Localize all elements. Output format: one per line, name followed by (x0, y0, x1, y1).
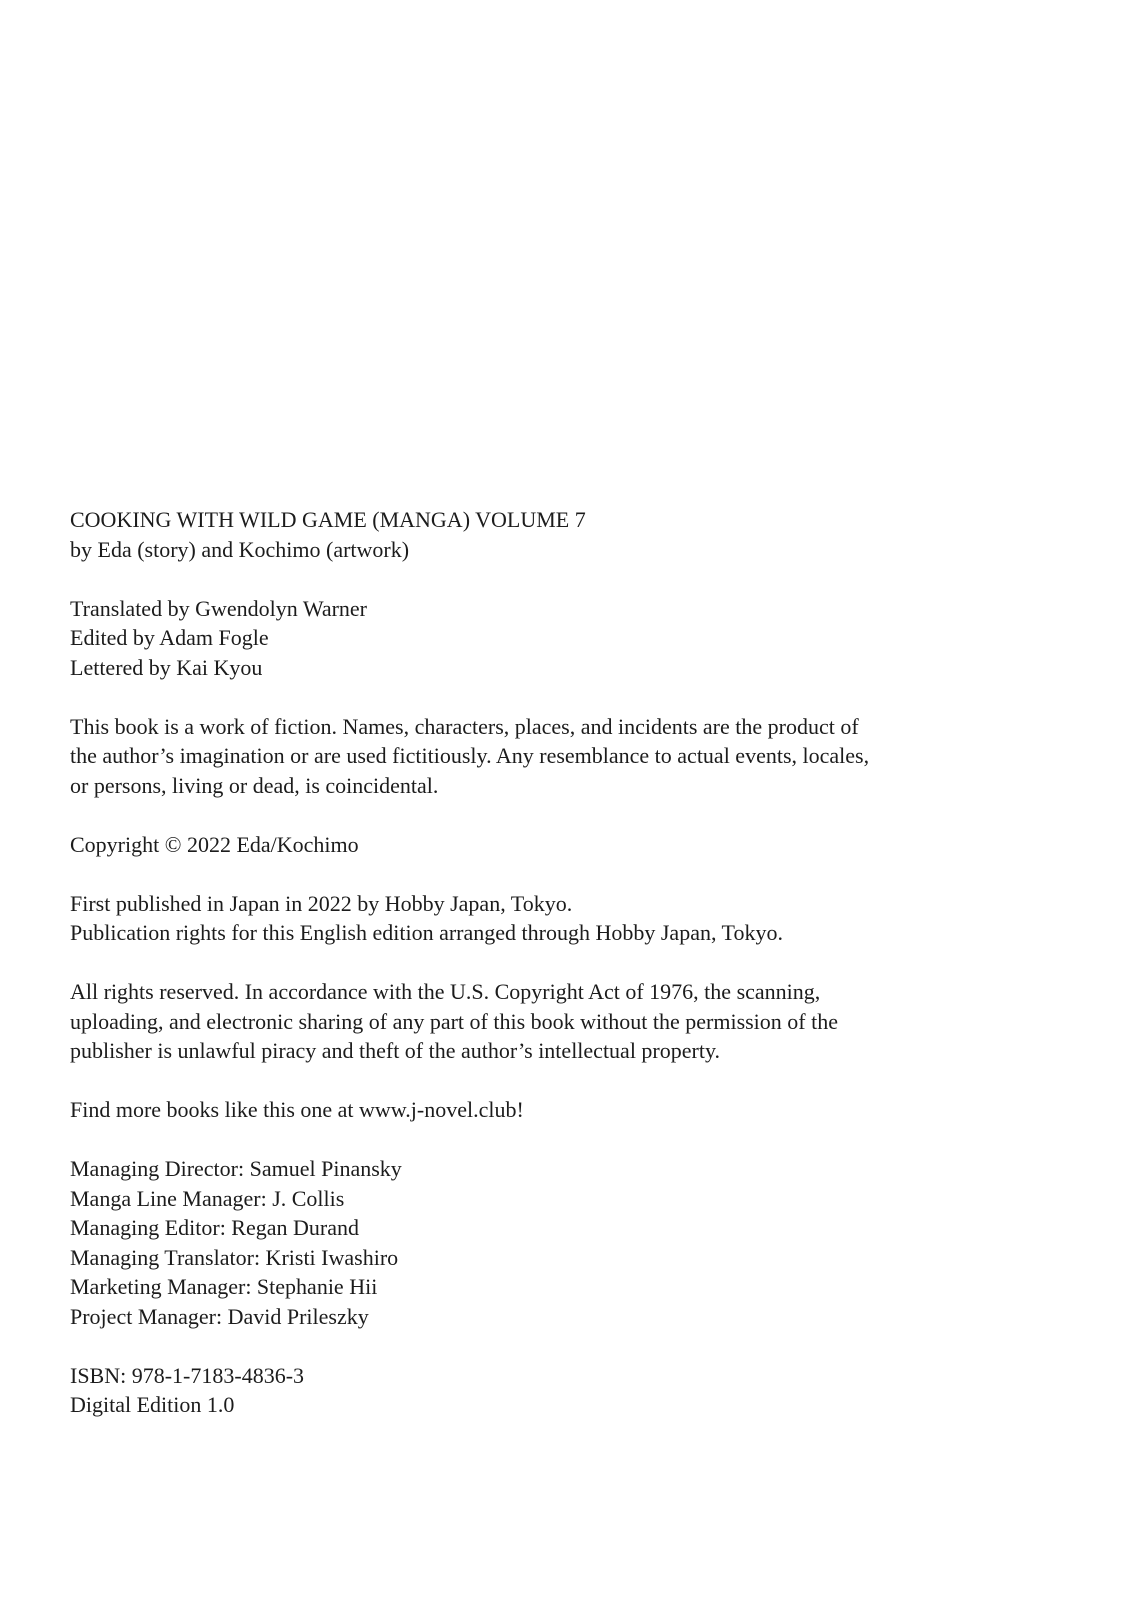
staff-line: Manga Line Manager: J. Collis (70, 1185, 345, 1211)
disclaimer-line: This book is a work of fiction. Names, characters, places, and incidents are the product of (70, 713, 859, 739)
staff-block (70, 1154, 1030, 1331)
rights-line: All rights reserved. In accordance with the U.S. Copyright Act of 1976, the scanning, (70, 979, 821, 1004)
letterer-credit: Lettered by Kai Kyou (70, 654, 263, 680)
colophon (70, 505, 1030, 1449)
first-published-line: First published in Japan in 2022 by Hobby Japan, Tokyo. (70, 890, 573, 916)
staff-line: Project Manager: David Prileszky (70, 1303, 369, 1329)
byline: by Eda (story) and Kochimo (artwork) (70, 536, 410, 562)
publication-rights-line: Publication rights for this English edition arranged through Hobby Japan, Tokyo. (70, 920, 783, 945)
copyright-notice: Copyright © 2022 Eda/Kochimo (70, 831, 359, 857)
staff-line: Managing Director: Samuel Pinansky (70, 1156, 402, 1181)
disclaimer-line: or persons, living or dead, is coincidental. (70, 772, 439, 798)
staff-line: Marketing Manager: Stephanie Hii (70, 1274, 378, 1299)
disclaimer-line: the author’s imagination or are used fictitiously. Any resemblance to actual events, locales, (70, 743, 870, 768)
edition-block (70, 1361, 1030, 1420)
rights-line: publisher is unlawful piracy and theft of the author’s intellectual property. (70, 1038, 721, 1063)
staff-line: Managing Translator: Kristi Iwashiro (70, 1244, 399, 1270)
title-block (70, 505, 1030, 564)
copyright-block (70, 830, 1030, 860)
editor-credit: Edited by Adam Fogle (70, 625, 269, 650)
website-line: Find more books like this one at www.j-novel.club! (70, 1097, 524, 1122)
publication-block (70, 889, 1030, 948)
edition-version: Digital Edition 1.0 (70, 1392, 235, 1417)
rights-line: uploading, and electronic sharing of any part of this book without the permission of the (70, 1008, 839, 1034)
website-block (70, 1095, 1030, 1125)
isbn: ISBN: 978-1-7183-4836-3 (70, 1362, 305, 1388)
book-title: COOKING WITH WILD GAME (MANGA) VOLUME 7 (70, 507, 586, 532)
translator-credit: Translated by Gwendolyn Warner (70, 595, 368, 621)
fiction-disclaimer (70, 712, 1030, 801)
rights-reserved-block (70, 977, 1030, 1066)
staff-line: Managing Editor: Regan Durand (70, 1215, 359, 1240)
credits-block (70, 594, 1030, 683)
